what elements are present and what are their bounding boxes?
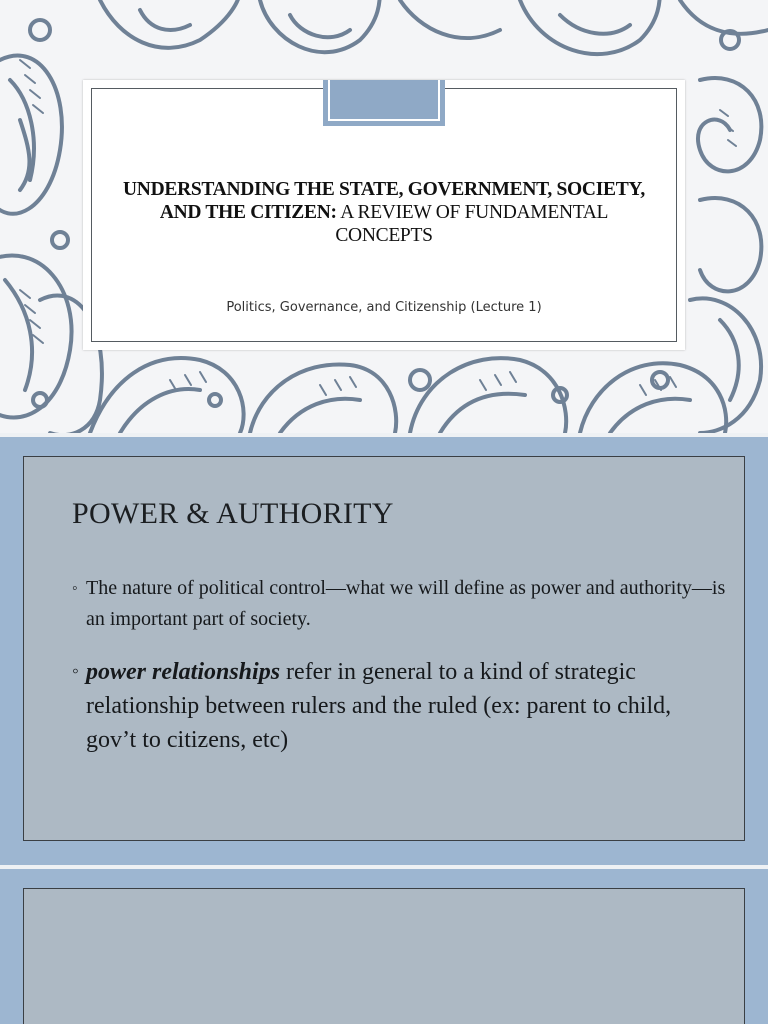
- slide-heading: POWER & AUTHORITY: [72, 497, 394, 530]
- content-card: [23, 456, 745, 841]
- bullet-term: power relationships: [86, 659, 281, 685]
- next-slide: [0, 869, 768, 1024]
- bullet-item: [72, 655, 726, 757]
- slide-title-bold: UNDERSTANDING THE STATE, GOVERNMENT, SOCIETY, AND THE CITIZEN:: [123, 179, 645, 223]
- bullet-marker: ◦: [72, 580, 78, 597]
- bullet-text: refer in general to a kind of strategic relationship between rulers and the ruled (ex: parent to child, gov’t to citizens, etc): [86, 659, 672, 753]
- slide-title: [113, 178, 655, 247]
- bullet-marker: ◦: [72, 661, 79, 682]
- bullet-item: [72, 573, 726, 634]
- next-slide-card: [23, 888, 745, 1024]
- title-card: [83, 80, 685, 350]
- slide-subtitle: Politics, Governance, and Citizenship (Lecture 1): [226, 300, 542, 315]
- content-slide: [0, 437, 768, 865]
- slide-title-rest: A REVIEW OF FUNDAMENTAL CONCEPTS: [335, 202, 609, 246]
- title-slide: [0, 0, 768, 433]
- accent-tab: [323, 80, 445, 126]
- bullet-text: The nature of political control—what we will define as power and authority—is an important part of society.: [86, 577, 726, 630]
